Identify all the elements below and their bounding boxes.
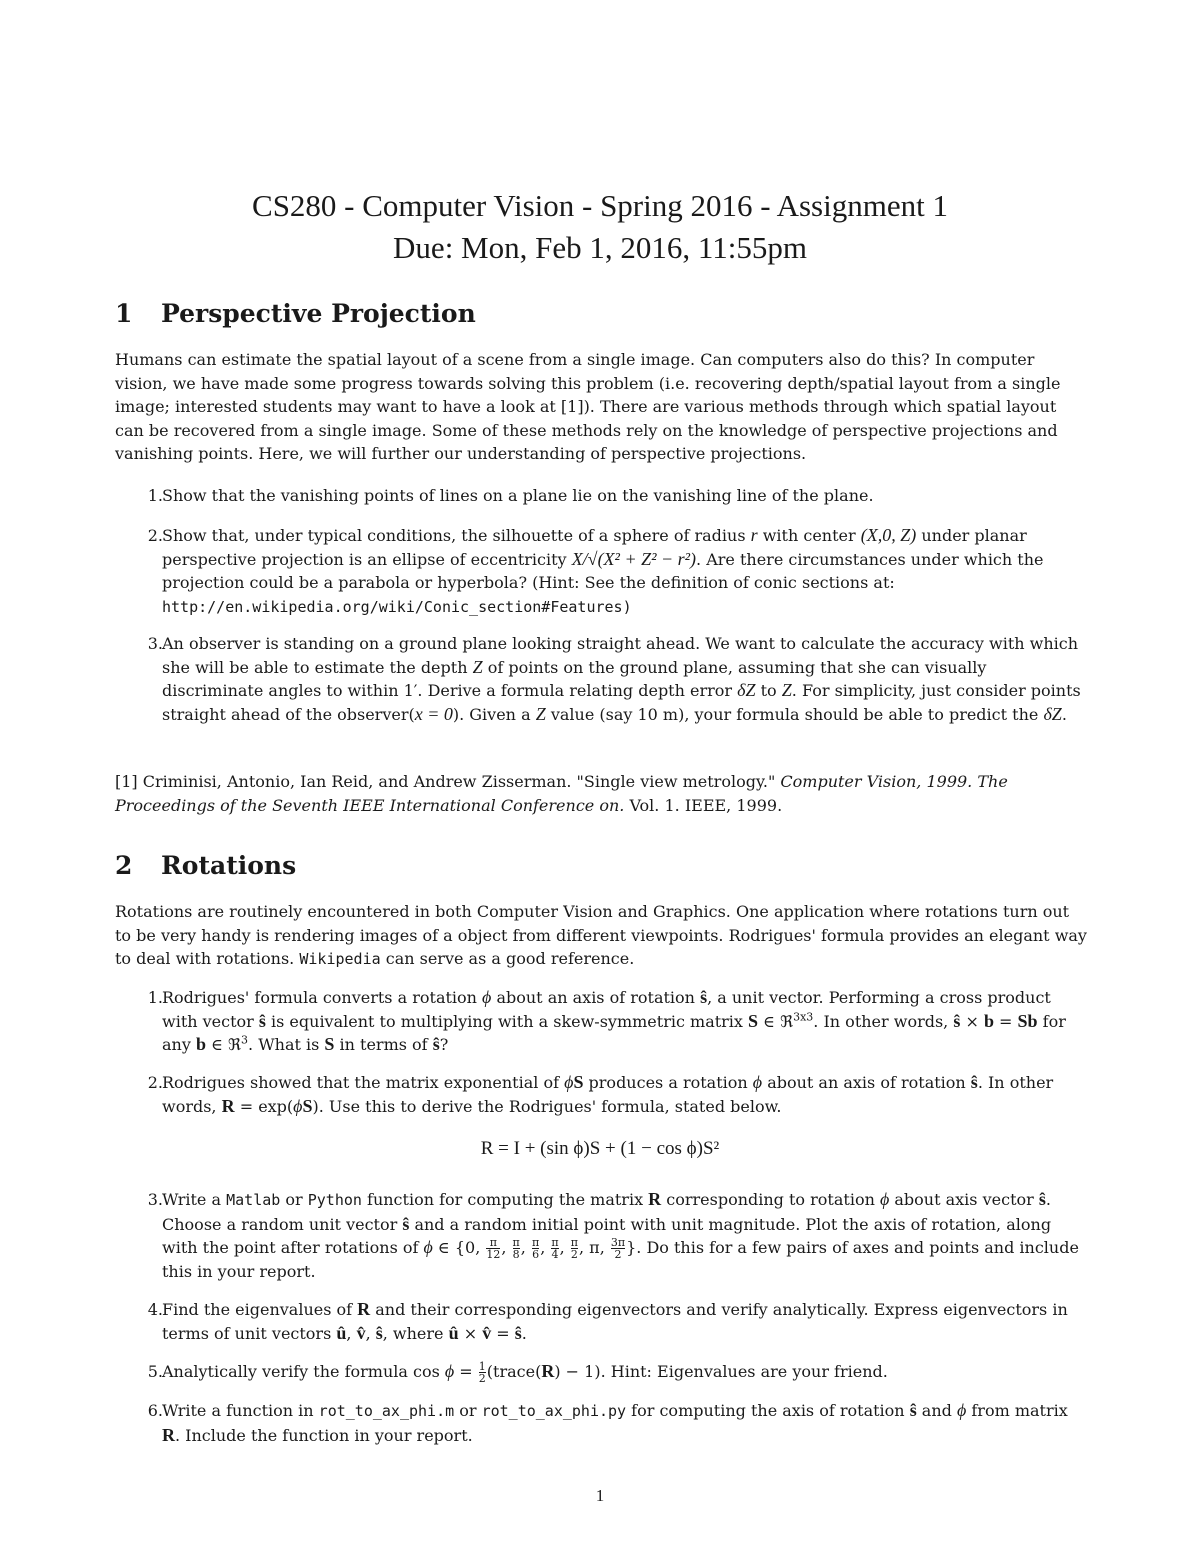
- item-number: 6.: [147, 1401, 163, 1420]
- rodrigues-equation: R = I + (sin ϕ)S + (1 − cos ϕ)S²: [480, 1138, 720, 1159]
- item-number: 2.: [147, 1073, 163, 1092]
- item-text: Show that the vanishing points of lines on a plane lie on the vanishing line of the plane.: [162, 486, 874, 505]
- item-text: Analytically verify the formula cos ϕ = $\frac{1}{2}$ (trace(R) − 1). Hint: Eigenvalues are your friend.: [162, 1360, 888, 1385]
- item-text: Write a Matlab or Python function for computing the matrix R corresponding to rotation ϕ about axis vector ŝ. Choose a random unit vector ŝ and a random initial point with unit magnitude. Plot the axis of rotation, along with the point after rotations of ϕ ∈ {0, $\frac{\pi}{12}$ , $\frac{\pi}{8}$ , $\frac{\pi}{6}$ , $\frac{\pi}{4}$ , $\frac{\pi}{2}$ , π, $\frac{3\pi}{2}$ }. Do this for a few pairs of axes and points and include this in your report.: [162, 1189, 1079, 1282]
- section-title: Rotations: [161, 851, 297, 880]
- item-number: 3.: [147, 634, 163, 653]
- section-number: 2: [115, 851, 133, 880]
- item-text: An observer is standing on a ground plane looking straight ahead. We want to calculate the accuracy with which she will be able to estimate the depth Z of points on the ground plane, assuming that she can visually discriminate angles to within 1′. Derive a formula relating depth error δZ to Z. For simplicity, just consider points straight ahead of the observer(x = 0). Given a Z value (say 10 m), your formula should be able to predict the δZ.: [162, 634, 1081, 724]
- item-text: Rodrigues' formula converts a rotation ϕ about an axis of rotation ŝ, a unit vector. Performing a cross product with vector ŝ is equivalent to multiplying with a skew-symmetric matrix S ∈ ℜ$^{3x3}$. In other words, ŝ × b = Sb for any b ∈ ℜ$^3$. What is S in terms of ŝ?: [162, 987, 1066, 1055]
- document-title: CS280 - Computer Vision - Spring 2016 - Assignment 1: [252, 188, 948, 223]
- item-number: 5.: [147, 1362, 163, 1381]
- section-title: Perspective Projection: [161, 299, 476, 328]
- section-heading-2: [115, 851, 296, 880]
- item-number: 3.: [147, 1190, 163, 1209]
- math-eccentricity: X/√(X² + Z² − r²): [571, 548, 697, 569]
- section-heading-1: [115, 299, 476, 328]
- wikipedia-link[interactable]: http://en.wikipedia.org/wiki/Conic_section#Features): [162, 597, 632, 616]
- section1-intro: Humans can estimate the spatial layout of a scene from a single image. Can computers also do this? In computer vision, we have made some progress towards solving this problem (i.e. recovering depth/spatial layout from a single image; interested students may want to have a look at [1]). There are various methods through which spatial layout can be recovered from a single image. Some of these methods rely on the knowledge of perspective projections and vanishing points. Here, we will further our understanding of perspective projections.: [115, 350, 1061, 464]
- item-text: Write a function in rot_to_ax_phi.m or rot_to_ax_phi.py for computing the axis of rotation ŝ and ϕ from matrix R. Include the function in your report.: [162, 1400, 1068, 1445]
- item-number: 1.: [147, 486, 163, 505]
- item-text: Find the eigenvalues of R and their corresponding eigenvectors and verify analytically. Express eigenvectors in terms of unit vectors û, v̂, ŝ, where û × v̂ = ŝ.: [162, 1299, 1068, 1343]
- math-r: r: [750, 525, 758, 545]
- section-number: 1: [115, 299, 133, 328]
- item-number: 2.: [147, 526, 163, 545]
- math-center: (X,0, Z): [860, 525, 917, 545]
- section2-intro: Rotations are routinely encountered in both Computer Vision and Graphics. One application where rotations turn out to be very handy is rendering images of a object from different viewpoints. Rodrigues' formula provides an elegant way to deal with rotations. Wikipedia can serve as a good reference.: [115, 902, 1087, 969]
- reference: [1] Criminisi, Antonio, Ian Reid, and Andrew Zisserman. "Single view metrology." Computer Vision, 1999. The Proceedings of the Seventh IEEE International Conference on. Vol. 1. IEEE, 1999.: [115, 772, 1008, 815]
- item-number: 4.: [147, 1300, 163, 1319]
- item-text: Rodrigues showed that the matrix exponential of ϕS produces a rotation ϕ about an axis of rotation ŝ. In other words, R = exp(ϕS). Use this to derive the Rodrigues' formula, stated below.: [162, 1072, 1054, 1116]
- page-number: 1: [595, 1486, 605, 1505]
- item-number: 1.: [147, 988, 163, 1007]
- due-date: Due: Mon, Feb 1, 2016, 11:55pm: [393, 230, 807, 265]
- item-text: Show that, under typical conditions, the silhouette of a sphere of radius r with center (X,0, Z) under planar perspective projection is an ellipse of eccentricity X/√(X² + Z² − r²). Are there circumstances under which the projection could be a parabola or hyperbola? (Hint: See the definition of conic sections at: http://en.wikipedia.org/wiki/Conic_section#Features): [162, 525, 1044, 616]
